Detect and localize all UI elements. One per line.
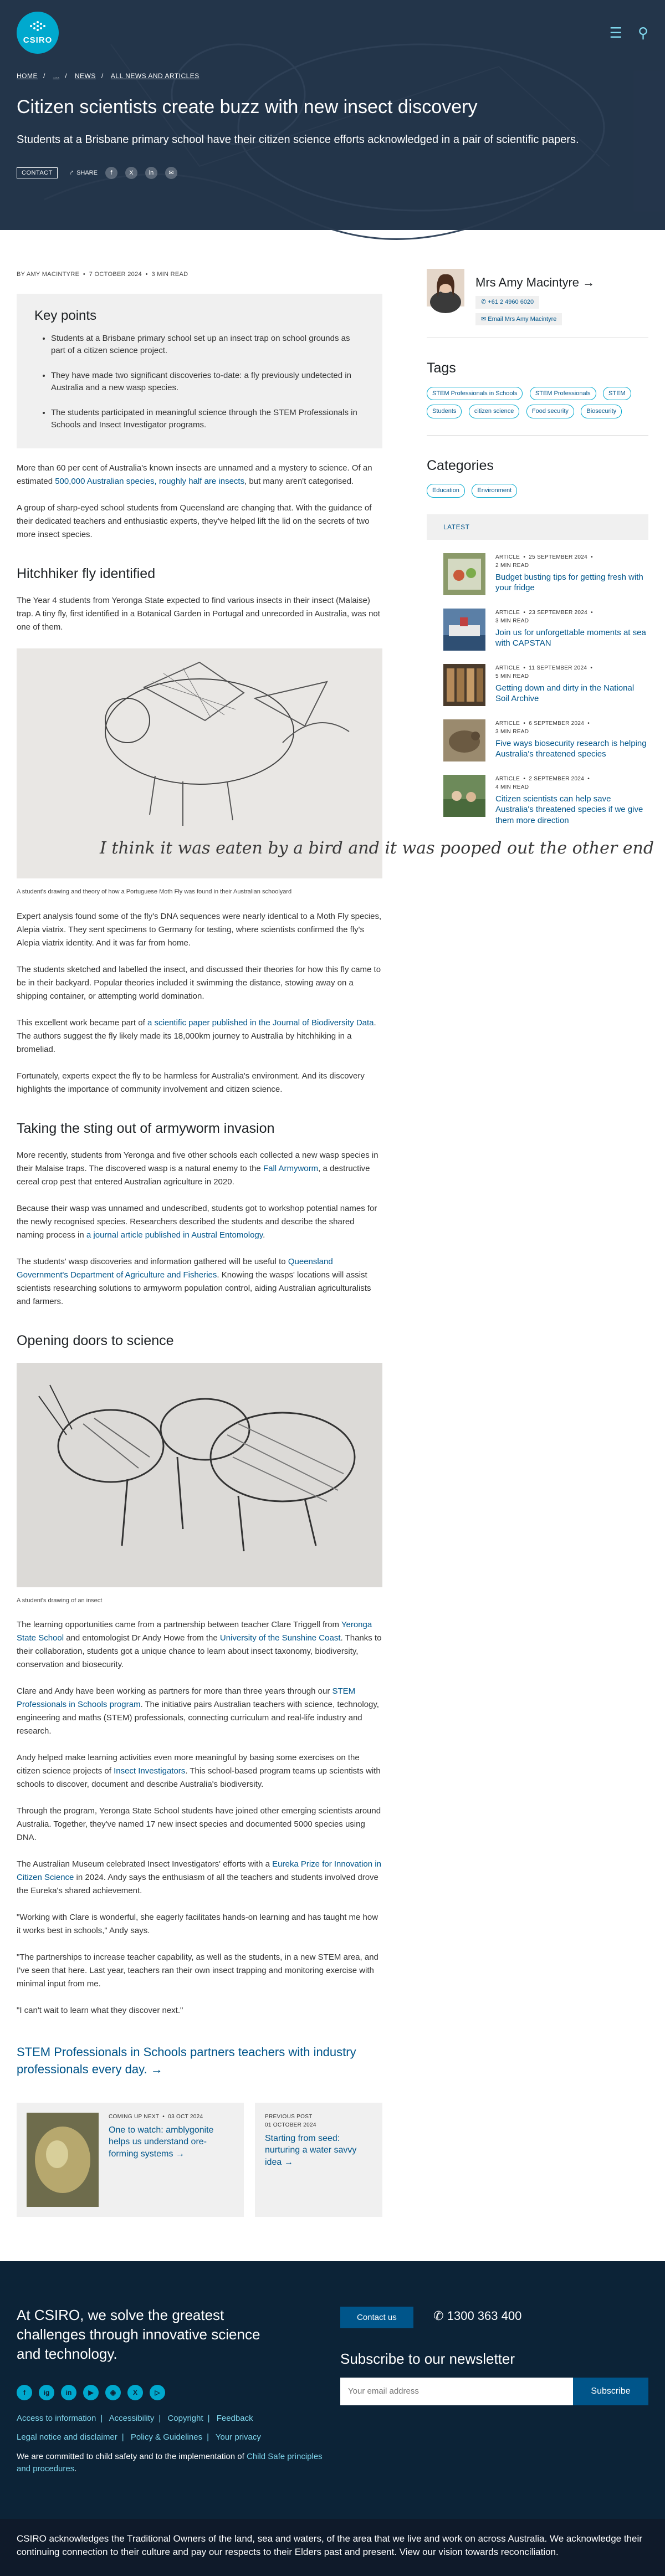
text: . <box>74 2464 77 2474</box>
footer-link[interactable]: Access to information <box>17 2413 96 2423</box>
text: Because their wasp was unnamed and undescribed, students got to workshop potential names for the newly recognised species. Researchers described the students and describe the shared naming process in <box>17 1204 377 1240</box>
tag[interactable]: Food security <box>526 405 574 418</box>
paragraph: The students sketched and labelled the insect, and discussed their theories for how this fly came to be in their backyard. Popular theories included it swimming the distance, stowing away on a shipping container, or attempting world domination. <box>17 964 381 1001</box>
subscribe-button[interactable]: Subscribe <box>573 2378 648 2405</box>
latest-title: Join us for unforgettable moments at sea with CAPSTAN <box>495 627 646 648</box>
text: . Thanks to their collaboration, students got a unique chance to learn about insect taxonomy, biodiversity, conservation and biosecurity. <box>17 1633 382 1669</box>
figure-insect-drawing <box>17 1363 382 1606</box>
linkedin-share-icon[interactable]: in <box>145 167 157 179</box>
previous-post-date: 01 OCTOBER 2024 <box>265 2122 316 2128</box>
text: , but many aren't categorised. <box>244 476 354 486</box>
text: More than 60 per cent of Australia's known insects are unnamed and a mystery to science. Of an estimated <box>17 463 372 486</box>
paragraph: The Year 4 students from Yeronga State expected to find various insects in their insect (Malaise) trap. A tiny fly, first identified in a Botanical Garden in Portugal and unrecorded in Australia, was not one of them. <box>17 596 380 632</box>
fly-drawing-handwriting: I think it was eaten by a bird and it was pooped out the other end <box>100 839 654 858</box>
key-point: • They have made two significant discoveries to-date: a fly previously undetected in Australia and a new wasp species. <box>51 370 365 395</box>
previous-post-label: PREVIOUS POST <box>265 2113 313 2120</box>
latest-read: 3 MIN READ <box>495 617 529 624</box>
paragraph: Expert analysis found some of the fly's DNA sequences were nearly identical to a Moth Fly species, Alepia viatrix. They sent specimens to Germany for testing, where scientists confirmed the fly's Alepia viatrix identity. And it was far from home. <box>17 911 382 948</box>
latest-type: ARTICLE <box>495 665 520 671</box>
paragraph <box>17 1858 382 1898</box>
text: The learning opportunities came from a partnership between teacher Clare Triggell from <box>17 1620 341 1629</box>
text: . <box>263 1230 265 1240</box>
categories-title: Categories <box>427 457 494 473</box>
next-post-date: 03 OCT 2024 <box>168 2113 203 2120</box>
latest-read: 5 MIN READ <box>495 673 529 679</box>
paragraph: Through the program, Yeronga State School students have joined other emerging scientists around Australia. Together, they've named 17 new insect species and documented 5000 species using DNA. <box>17 1806 381 1842</box>
key-point: • The students participated in meaningful science through the STEM Professionals in Schools and Insect Investigator programs. <box>51 407 365 432</box>
text: . The initiative pairs Australian teachers with science, technology, engineering and maths (STEM) professionals, connecting curriculum and real-life industry and research. <box>17 1700 379 1736</box>
footer-link[interactable]: Feedback <box>216 2413 253 2423</box>
next-post-label: COMING UP NEXT <box>109 2113 160 2120</box>
search-icon[interactable]: ⚲ <box>637 24 648 41</box>
newsletter-email-input[interactable] <box>340 2378 573 2405</box>
stem-cta-link[interactable]: STEM Professionals in Schools partners teachers with industry professionals every day. → <box>17 2045 356 2076</box>
latest-type: ARTICLE <box>495 775 520 782</box>
contact-us-button[interactable]: Contact us <box>340 2307 413 2328</box>
instagram-icon[interactable]: ig <box>39 2385 54 2400</box>
share-icon: ⤤ <box>69 169 74 176</box>
site-footer <box>0 2261 665 2519</box>
linkedin-icon[interactable]: in <box>61 2385 76 2400</box>
key-points <box>17 294 382 448</box>
breadcrumb-home[interactable]: HOME <box>17 72 38 80</box>
latest-item[interactable]: ARTICLE • 23 SEPTEMBER 2024 • 3 MIN READ Join us for unforgettable moments at sea with CAPSTAN <box>427 595 648 651</box>
byline-prefix: BY <box>17 271 25 278</box>
latest-thumbnail <box>443 609 485 651</box>
latest-title: Five ways biosecurity research is helping Australia's threatened species <box>495 738 647 759</box>
footer-link[interactable]: Your privacy <box>215 2432 261 2442</box>
child-safe-link[interactable]: Child Safe principles and procedures <box>17 2451 323 2474</box>
phone-icon: ✆ <box>433 2308 444 2323</box>
text: , a destructive cereal crop pest that entered Australian agriculture in 2020. <box>17 1164 370 1187</box>
latest-thumbnail <box>443 719 485 761</box>
breadcrumb-all-news[interactable]: ALL NEWS AND ARTICLES <box>110 72 200 80</box>
text: This excellent work became part of <box>17 1018 147 1028</box>
paragraph: Fortunately, experts expect the fly to be harmless for Australia's environment. And its discovery highlights the importance of community involvement and citizen science. <box>17 1071 365 1094</box>
menu-icon[interactable]: ☰ <box>609 24 622 41</box>
footer-phone[interactable] <box>433 2307 521 2325</box>
facebook-icon[interactable]: f <box>17 2385 32 2400</box>
phone-text: +61 2 4960 6020 <box>488 299 534 305</box>
sunshine-coast-uni-link[interactable]: University of the Sunshine Coast <box>219 1633 341 1643</box>
latest-read: 2 MIN READ <box>495 562 529 569</box>
hero-banner <box>0 0 665 230</box>
text: The students' wasp discoveries and information gathered will be useful to <box>17 1257 288 1266</box>
threads-icon[interactable]: ◉ <box>105 2385 121 2400</box>
text: . Knowing the wasps' locations will assist scientists researching solutions to armyworm population control, aiding Australian agriculturalists and farmers. <box>17 1270 371 1306</box>
fall-armyworm-link[interactable]: Fall Armyworm <box>263 1164 319 1173</box>
key-points-title: Key points <box>34 308 97 323</box>
previous-post-title: Starting from seed: nurturing a water savvy idea → <box>265 2133 357 2167</box>
latest-item[interactable]: ARTICLE • 6 SEPTEMBER 2024 • 3 MIN READ Five ways biosecurity research is helping Australia's threatened species <box>427 706 648 761</box>
paragraph <box>17 1202 382 1242</box>
tags-title: Tags <box>427 360 456 376</box>
figure-caption: A student's drawing and theory of how a Portuguese Moth Fly was found in their Australian schoolyard <box>17 888 292 895</box>
footer-tagline: At CSIRO, we solve the greatest challenges through innovative science and technology. <box>17 2306 260 2362</box>
author-email[interactable]: ✉ Email Mrs Amy Macintyre <box>475 313 562 326</box>
next-post-thumbnail <box>27 2113 99 2207</box>
text: CSIRO acknowledges the Traditional Owners of the land, sea and waters, of the area that we live and work on across Australia. We acknowledge their continuing connection to their culture and pay our respects to their Elders past and present. View our <box>17 2533 642 2558</box>
contact-button[interactable]: CONTACT <box>17 167 58 178</box>
page-lede: Students at a Brisbane primary school have their citizen science efforts acknowledged in a pair of scientific papers. <box>17 134 579 146</box>
author-phone[interactable]: ✆ +61 2 4960 6020 <box>475 296 539 309</box>
text: in 2024. Andy says the enthusiasm of all the teachers and students involved drove the Eureka's shared achievement. <box>17 1873 378 1895</box>
footer-link[interactable]: Legal notice and disclaimer <box>17 2432 117 2442</box>
byline: BY AMY MACINTYRE • 7 OCTOBER 2024 • 3 MIN READ <box>17 271 188 278</box>
paragraph <box>17 1751 382 1791</box>
sidebar <box>427 230 648 2217</box>
category-list <box>427 479 648 498</box>
tag[interactable]: STEM Professionals <box>530 387 596 401</box>
footer-link[interactable]: Policy & Guidelines <box>130 2432 203 2442</box>
latest-item[interactable]: ARTICLE • 11 SEPTEMBER 2024 • 5 MIN READ Getting down and dirty in the National Soil Archive <box>427 651 648 706</box>
tag-list <box>427 382 648 418</box>
quote: "Working with Clare is wonderful, she eagerly facilitates hands-on learning and has taught me how it works best in schools," Andy says. <box>17 1913 378 1935</box>
latest-title: Citizen scientists can help save Australia's threatened species if we give them more direction <box>495 794 643 825</box>
email-text: Email Mrs Amy Macintyre <box>488 315 557 323</box>
latest-date: 23 SEPTEMBER 2024 <box>529 609 587 616</box>
byline-read-time: 3 MIN READ <box>151 271 188 278</box>
species-link[interactable]: 500,000 Australian species, roughly half are insects <box>55 476 245 486</box>
latest-type: ARTICLE <box>495 720 520 727</box>
tag[interactable]: STEM <box>603 387 631 401</box>
footer-link[interactable]: Accessibility <box>109 2413 155 2423</box>
stem-program-link[interactable]: STEM Professionals in Schools program <box>17 1686 356 1709</box>
next-post-card[interactable]: COMING UP NEXT • 03 OCT 2024 One to watch: amblygonite helps us understand ore-forming systems → <box>17 2103 244 2217</box>
latest-read: 3 MIN READ <box>495 728 529 735</box>
csiro-logo-mark <box>28 19 47 33</box>
austral-entomology-link[interactable]: a journal article published in Austral Entomology <box>86 1230 263 1240</box>
eureka-prize-link[interactable]: Eureka Prize for Innovation in Citizen Science <box>17 1859 381 1882</box>
tag[interactable]: citizen science <box>469 405 520 418</box>
paragraph <box>17 1149 382 1189</box>
section-heading: Opening doors to science <box>17 1333 174 1348</box>
latest-date: 11 SEPTEMBER 2024 <box>529 665 587 671</box>
qld-agriculture-link[interactable]: Queensland Government's Department of Agriculture and Fisheries <box>17 1257 333 1280</box>
text: Clare and Andy have been working as partners for more than three years through our <box>17 1686 332 1696</box>
category-tag[interactable]: Education <box>427 484 465 498</box>
latest-thumbnail <box>443 664 485 706</box>
tag[interactable]: Students <box>427 405 462 418</box>
paragraph <box>17 1255 382 1309</box>
latest-thumbnail <box>443 553 485 595</box>
text: More recently, students from Yeronga and five other schools each collected a new wasp species in their Malaise traps. The discovered wasp is a natural enemy to the <box>17 1151 378 1173</box>
reconciliation-link[interactable]: vision towards reconciliation <box>438 2547 556 2558</box>
share-label: SHARE <box>76 169 98 176</box>
youtube-icon[interactable]: ▶ <box>83 2385 99 2400</box>
category-tag[interactable]: Environment <box>472 484 517 498</box>
newsletter-title: Subscribe to our newsletter <box>340 2350 515 2367</box>
author-card <box>427 269 648 338</box>
latest-date: 6 SEPTEMBER 2024 <box>529 720 585 727</box>
latest-type: ARTICLE <box>495 554 520 560</box>
text: and entomologist Dr Andy Howe from the <box>64 1633 220 1643</box>
acknowledgement-of-country <box>0 2519 665 2576</box>
page-title: Citizen scientists create buzz with new insect discovery <box>17 96 478 117</box>
byline-author-link[interactable]: AMY MACINTYRE <box>26 271 80 278</box>
latest-heading: LATEST <box>427 514 648 540</box>
text: The Australian Museum celebrated Insect Investigators' efforts with a <box>17 1859 273 1869</box>
author-name-link[interactable]: Mrs Amy Macintyre → <box>475 275 595 289</box>
tag[interactable]: STEM Professionals in Schools <box>427 387 523 401</box>
latest-date: 2 SEPTEMBER 2024 <box>529 775 585 782</box>
latest-read: 4 MIN READ <box>495 784 529 790</box>
previous-post-card[interactable] <box>255 2103 382 2217</box>
figure-caption: A student's drawing of an insect <box>17 1597 103 1604</box>
latest-type: ARTICLE <box>495 609 520 616</box>
latest-title: Budget busting tips for getting fresh with your fridge <box>495 572 643 592</box>
latest-title: Getting down and dirty in the National Soil Archive <box>495 683 635 703</box>
text: We are committed to child safety and to the implementation of <box>17 2451 247 2461</box>
logo-text: CSIRO <box>23 35 53 45</box>
divider <box>427 435 648 436</box>
paragraph <box>17 462 382 488</box>
paragraph <box>17 1685 382 1738</box>
x-share-icon[interactable]: X <box>125 167 137 179</box>
byline-date: 7 OCTOBER 2024 <box>89 271 142 278</box>
latest-date: 25 SEPTEMBER 2024 <box>529 554 587 560</box>
yeronga-school-link[interactable]: Yeronga State School <box>17 1620 372 1643</box>
breadcrumb: HOME / ... / NEWS / ALL NEWS AND ARTICLES <box>17 72 200 80</box>
insect-investigators-link[interactable]: Insect Investigators <box>114 1766 186 1776</box>
post-pager <box>17 2103 382 2217</box>
quote: "The partnerships to increase teacher capability, as well as the students, in a new STEM area, and I've seen that here. Last year, teachers ran their own insect trapping and monitoring exercise with minimal input from me. <box>17 1953 378 1989</box>
email-share-icon[interactable]: ✉ <box>165 167 177 179</box>
latest-item[interactable]: ARTICLE • 25 SEPTEMBER 2024 • 2 MIN READ Budget busting tips for getting fresh with your fridge <box>427 540 648 595</box>
latest-thumbnail <box>443 775 485 817</box>
text: . <box>556 2547 559 2558</box>
paragraph: A group of sharp-eyed school students from Queensland are changing that. With the guidance of their dedicated teachers and enthusiastic experts, they've helped lift the lid on the secrets of two more insect species. <box>17 503 372 539</box>
facebook-share-icon[interactable]: f <box>105 167 117 179</box>
paragraph <box>17 1016 382 1056</box>
footer-links: Access to information | Accessibility | Copyright | Feedback Legal notice and disclaimer | Policy & Guidelines | Your privacy <box>17 2413 261 2442</box>
tag[interactable]: Biosecurity <box>581 405 622 418</box>
text: . The authors suggest the fly likely made its 18,000km journey to Australia by hitchhiking in a bromeliad. <box>17 1018 376 1054</box>
footer-link[interactable]: Copyright <box>167 2413 203 2423</box>
quote: "I can't wait to learn what they discover next." <box>17 2006 183 2015</box>
section-heading: Hitchhiker fly identified <box>17 565 156 581</box>
avatar <box>427 269 464 306</box>
next-post-title: One to watch: amblygonite helps us understand ore-forming systems → <box>109 2125 214 2159</box>
insect-drawing-image <box>17 1363 382 1587</box>
breadcrumb-ellipsis[interactable]: ... <box>53 72 60 80</box>
text: Andy helped make learning activities even more meaningful by basing some exercises on the citizen science projects of <box>17 1753 360 1776</box>
journal-biodiversity-link[interactable]: a scientific paper published in the Journal of Biodiversity Data <box>147 1018 374 1028</box>
paragraph <box>17 1618 382 1672</box>
section-heading: Taking the sting out of armyworm invasion <box>17 1120 275 1136</box>
video-icon[interactable]: ▷ <box>150 2385 165 2400</box>
latest-item[interactable]: ARTICLE • 2 SEPTEMBER 2024 • 4 MIN READ Citizen scientists can help save Australia's threatened species if we give them more direction <box>427 761 648 826</box>
breadcrumb-news[interactable]: NEWS <box>74 72 96 80</box>
child-safety-notice <box>17 2451 327 2476</box>
text: . This school-based program teams up scientists with schools to discover, document and describe Australia's biodiversity. <box>17 1766 381 1789</box>
key-point: • Students at a Brisbane primary school set up an insect trap on school grounds as part of a citizen science project. <box>51 333 365 357</box>
phone-text: 1300 363 400 <box>447 2308 522 2323</box>
x-icon[interactable]: X <box>127 2385 143 2400</box>
csiro-logo[interactable] <box>17 12 59 54</box>
